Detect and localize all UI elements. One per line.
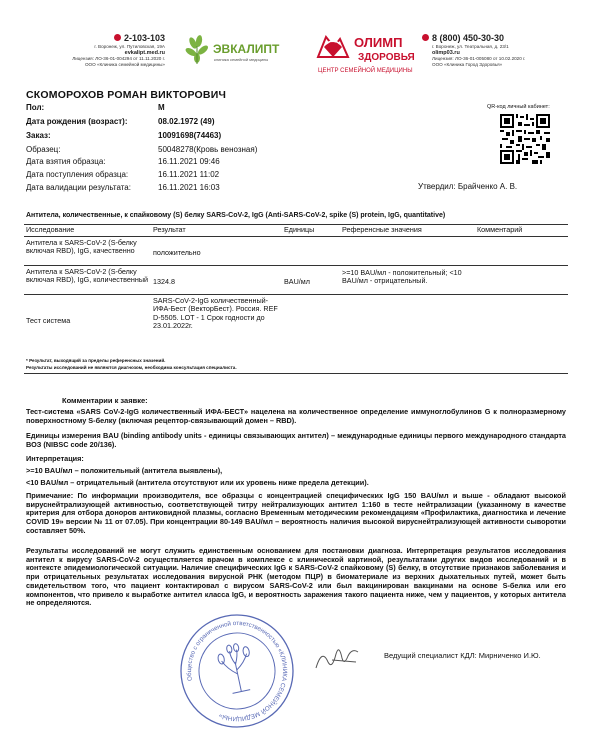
comment-interpretation: Интерпретация: [26,454,84,463]
column-header: Референсные значения [340,225,475,237]
evkalipt-logo [183,34,295,68]
header-left-org: ООО «Клиника семейной медицины» [84,62,165,67]
column-header: Комментарий [475,225,568,237]
header-right-address: г. Воронеж, ул. Театральная, д. 23/1 [432,44,509,49]
results-table [24,224,568,374]
info-value: 50048278(Кровь венозная) [158,145,258,154]
cell-comment [475,265,568,294]
header-left-phone: 2-103-103 [123,33,165,43]
cell-ref [340,294,475,373]
column-header: Исследование [24,225,151,237]
info-label: Дата валидации результата: [26,183,131,192]
column-header: Единицы [282,225,340,237]
table-header-row [24,225,568,237]
clinic-stamp [178,612,296,730]
comment-testsystem: Тест-система «SARS CoV-2-IgG количественный ИФА-БЕСТ» нацелена на количественное определение иммуноглобулинов G к полноразмерному поверхностному S-белку (включая рецептор-связывающий домен – RBD). [26,407,566,425]
evkalipt-logo-name: ЭВКАЛИПТ [213,42,280,56]
comments-title: Комментарии к заявке: [62,396,148,405]
info-label: Заказ: [26,131,51,140]
table-row [24,265,568,294]
cell-comment [475,294,568,373]
doctor-signature-line: Ведущий специалист КДЛ: Мирниченко И.Ю. [384,651,541,660]
cell-study: Тест система [24,294,151,373]
olimp-logo-sub: ЦЕНТР СЕМЕЙНОЙ МЕДИЦИНЫ [318,68,413,74]
olimp-logo-name: ОЛИМП [354,35,403,50]
header-left-address: г. Воронеж, ул. Путиловская, 19А [94,44,165,49]
info-label: Пол: [26,103,45,112]
header-right-site: olimp03.ru [432,50,460,56]
phone-icon [422,34,429,41]
info-value: 10091698(74463) [158,131,222,140]
patient-name: СКОМОРОХОВ РОМАН ВИКТОРОВИЧ [26,89,227,101]
info-value: 16.11.2021 16:03 [158,183,220,192]
cell-study: Антитела к SARS-CoV-2 (S-белку включая RBD), IgG, количественный [24,265,151,294]
cell-result: 1324.8 [151,265,282,294]
header-left-license: Лицензия: ЛО-36-01-004294 от 11.11.2020 г. [72,56,165,61]
cell-ref [340,236,475,265]
info-label: Дата взятия образца: [26,157,106,166]
info-label: Дата рождения (возраст): [26,117,128,126]
cell-study: Антитела к SARS-CoV-2 (S-белку включая RBD), IgG, качественно [24,236,151,265]
info-value: 16.11.2021 09:46 [158,157,220,166]
info-value: 08.02.1972 (49) [158,117,215,126]
cell-units [282,236,340,265]
header-left-site: evkalipt.med.ru [124,50,165,56]
qr-label: QR-код личный кабинет: [487,104,550,110]
test-title: Антитела, количественные, к спайковому (S) белку SARS-CoV-2, IgG (Anti-SARS-CoV-2, spike (S) protein, IgG, quantitative) [26,212,446,219]
comment-note: Примечание: По информации производителя, все образцы с концентрацией специфических IgG 150 BAU/мл и выше - обладают высокой вируснейтрализующей активностью, соответствующей титру нейтрализующих антител 1:160 в тесте нейтрализации (указанному в качестве критерия для отбора доноров антиковидной плазмы, согласно Временным методическим рекомендациям «Профилактика, диагностика и лечение COVID 19» версии № 11 от 07.05). При концентрации 80-149 BAU/мл – вероятность наличия высокой вируснейтрализующей активности сыворотки составляет 50%. [26,491,566,535]
signature [312,640,364,676]
cell-comment [475,236,568,265]
olimp-logo [310,27,435,79]
header-right-phone: 8 (800) 450-30-30 [432,33,505,43]
comment-units: Единицы измерения BAU (binding antibody units - единицы связывающих антител) – международные единицы первого международного стандарта ВОЗ (NIBSC code 20/136). [26,431,566,449]
info-value: 16.11.2021 11:02 [158,170,220,179]
column-header: Результат [151,225,282,237]
info-label: Дата поступления образца: [26,170,129,179]
comment-negative: <10 BAU/мл – отрицательный (антитела отсутствуют или их уровень ниже предела детекции). [26,478,369,487]
cell-ref: >=10 BAU/мл - положительный; <10 BAU/мл - отрицательный. [340,265,475,294]
olimp-logo-name2: ЗДОРОВЬЯ [358,52,415,63]
cell-units [282,294,340,373]
comment-disclaimer: Результаты исследований не могут служить единственным основанием для постановки диагноза. Интерпретация результатов исследования антител к вирусу SARS-CoV-2 осуществляется врачом в комплексе с клинической картиной, результатами других видов исследований и в контексте эпидемиологической ситуации. Наличие специфических IgG к SARS-CoV-2 спайковому (S) белку, в отсутствие признаков заболевания и при отрицательных результатах исследования вирусной РНК (методом ПЦР) в биоматериале из верхних дыхательных путей, может быть свидетельством того, что пациент контактировал с вирусом SARS-CoV-2 или был вакцинирован вакцинами на основе S-белка или его компонентов, что привело к выработке антител класса IgG, и вероятность заражения такого пациента ниже, чем у пациентов, у которых антитела не определяются. [26,546,566,608]
header-right-license: Лицензия: ЛО-36-01-005080 от 10.02.2020 г. [432,56,526,61]
footnote-out-of-range: * Результат, выходящий за пределы референсных значений. [26,358,166,363]
footnote-disclaimer: Результаты исследований не являются диагнозом, необходима консультация специалиста. [26,365,237,370]
comment-positive: >=10 BAU/мл – положительный (антитела выявлены), [26,466,223,475]
evkalipt-logo-sub: клиника семейной медицины [214,57,269,62]
header-right-org: ООО «Клиника Город Здоровья» [432,62,503,67]
header-right-contacts [432,33,562,68]
table-row [24,236,568,265]
stamp-text: Общество с ограниченной ответственностью «КЛИНИКА СЕМЕЙНОЙ МЕДИЦИНЫ» [185,619,289,723]
cell-result: SARS-CoV-2-IgG количественный-ИФА-Бест (ВекторБест). Россия. REF D-5505. LOT - 1 Срок годности до 23.01.2022г. [151,294,282,373]
info-value: М [158,103,165,112]
qr-code-icon[interactable] [500,114,550,164]
approved-by: Утвердил: Брайченко А. В. [418,182,518,191]
info-label: Образец: [26,145,61,154]
cell-result: положительно [151,236,282,265]
header-left-contacts [60,33,165,68]
phone-icon [114,34,121,41]
cell-units: BAU/мл [282,265,340,294]
